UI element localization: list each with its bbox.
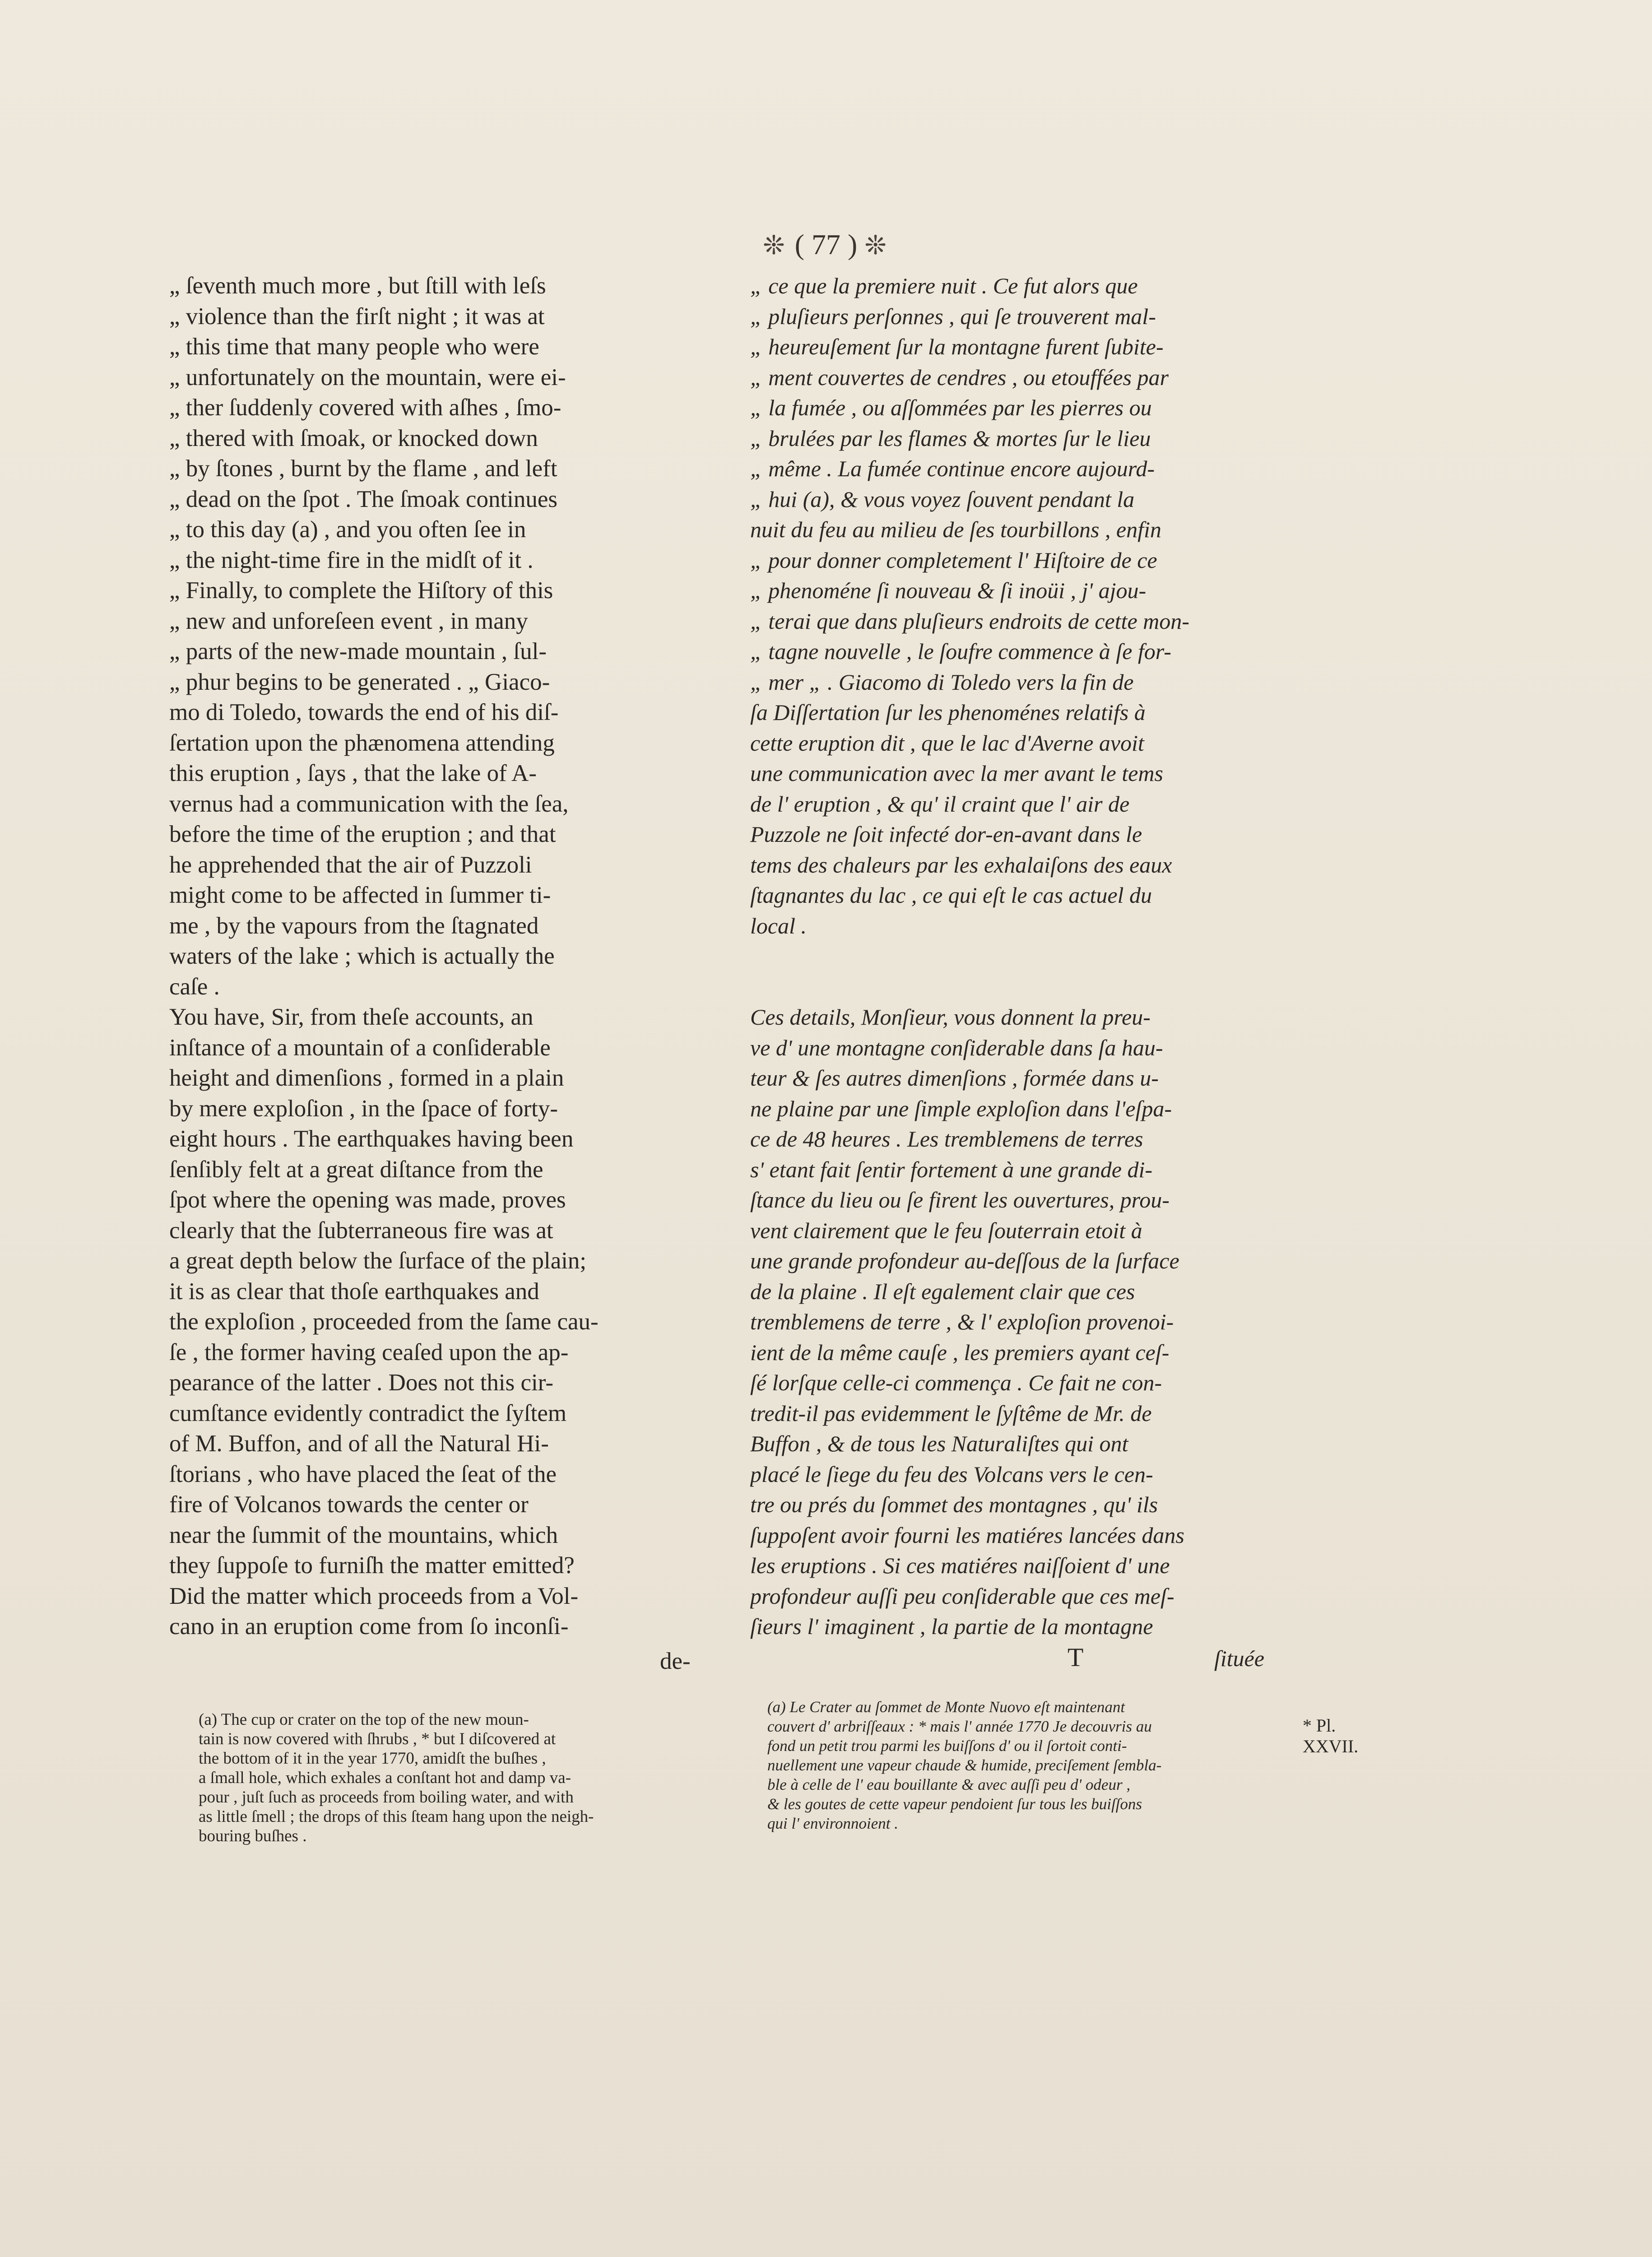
french-text-line: ſieurs l' imaginent , la partie de la montagne bbox=[750, 1614, 1153, 1639]
english-text-line: ſe , the former having ceaſed upon the ap- bbox=[169, 1339, 569, 1365]
left-ornament: ❊ bbox=[763, 231, 788, 260]
english-footnote-line: as little ſmell ; the drops of this ſteam hang upon the neigh- bbox=[199, 1807, 594, 1826]
margin-note-line: * Pl. bbox=[1303, 1715, 1336, 1736]
english-text-line: clearly that the ſubterraneous fire was at bbox=[169, 1217, 553, 1244]
english-footnote-line: tain is now covered with ſhrubs , * but I diſcovered at bbox=[199, 1730, 556, 1748]
french-text-line: „ pour donner completement l' Hiſtoire de ce bbox=[750, 547, 1157, 573]
english-text-line: „ unfortunately on the mountain, were ei- bbox=[169, 364, 566, 390]
english-text-line: „ ſeventh much more , but ſtill with leſs bbox=[169, 273, 546, 299]
french-text-line: „ mer „ . Giacomo di Toledo vers la fin de bbox=[750, 669, 1134, 695]
english-text-line: ſpot where the opening was made, proves bbox=[169, 1187, 566, 1213]
french-text-line: une grande profondeur au-deſſous de la ſurface bbox=[750, 1248, 1179, 1273]
english-text-line: „ by ſtones , burnt by the flame , and left bbox=[169, 455, 557, 482]
english-column bbox=[169, 271, 691, 1642]
french-text-line: les eruptions . Si ces matiéres naiſſoient d' une bbox=[750, 1553, 1170, 1578]
french-text-line: cette eruption dit , que le lac d'Averne avoit bbox=[750, 730, 1144, 756]
english-catchword: de- bbox=[660, 1648, 691, 1674]
english-text-line: eight hours . The earthquakes having been bbox=[169, 1126, 574, 1152]
french-text-line: ſé lorſque celle-ci commença . Ce fait ne con- bbox=[750, 1370, 1162, 1395]
english-text-line: height and dimenſions , formed in a plain bbox=[169, 1065, 564, 1091]
english-text-line: „ ther ſuddenly covered with aſhes , ſmo- bbox=[169, 395, 561, 421]
french-text-line: de l' eruption , & qu' il craint que l' air de bbox=[750, 791, 1130, 817]
english-text-line: a great depth below the ſurface of the plain; bbox=[169, 1248, 587, 1274]
french-text-line: placé le ſiege du feu des Volcans vers le cen- bbox=[750, 1461, 1153, 1487]
french-text-line: s' etant fait ſentir fortement à une grande di- bbox=[750, 1156, 1153, 1182]
english-text-line: „ new and unforeſeen event , in many bbox=[169, 608, 528, 634]
english-text-line: might come to be affected in ſummer ti- bbox=[169, 882, 551, 908]
french-footnote-line: (a) Le Crater au ſommet de Monte Nuovo eſt maintenant bbox=[767, 1698, 1125, 1716]
french-text-line: „ pluſieurs perſonnes , qui ſe trouverent mal- bbox=[750, 303, 1156, 329]
french-text-line: ſuppoſent avoir fourni les matiéres lancées dans bbox=[750, 1522, 1184, 1548]
english-text-line: „ violence than the firſt night ; it was at bbox=[169, 303, 545, 330]
french-text-line: „ ce que la premiere nuit . Ce fut alors que bbox=[750, 273, 1138, 298]
english-text-line: „ Finally, to complete the Hiſtory of this bbox=[169, 577, 553, 604]
english-text-line: by mere exploſion , in the ſpace of forty- bbox=[169, 1095, 558, 1122]
english-text-line: he apprehended that the air of Puzzoli bbox=[169, 851, 532, 878]
french-catchword: ſituée bbox=[1214, 1646, 1265, 1671]
english-text-line: near the ſummit of the mountains, which bbox=[169, 1522, 558, 1548]
french-text-line: teur & ſes autres dimenſions , formée dans u- bbox=[750, 1065, 1159, 1091]
french-text-line: Ces details, Monſieur, vous donnent la preu- bbox=[750, 1004, 1151, 1030]
english-text-line: Did the matter which proceeds from a Vol- bbox=[169, 1583, 579, 1609]
french-text-line: ve d' une montagne conſiderable dans ſa hau- bbox=[750, 1035, 1163, 1060]
english-text-line: cumſtance evidently contradict the ſyſtem bbox=[169, 1400, 567, 1426]
french-text-line: ſa Diſſertation ſur les phenoménes relatifs à bbox=[750, 700, 1146, 725]
english-text-line: „ the night-time fire in the midſt of it . bbox=[169, 547, 534, 573]
french-footnote-line: couvert d' arbriſſeaux : * mais l' année 1770 Je decouvris au bbox=[767, 1718, 1152, 1735]
english-footnote-line: a ſmall hole, which exhales a conſtant hot and damp va- bbox=[199, 1769, 571, 1787]
english-text-line: You have, Sir, from theſe accounts, an bbox=[169, 1004, 534, 1030]
french-text-line: ſtance du lieu ou ſe firent les ouvertures, prou- bbox=[750, 1187, 1169, 1212]
english-footnote-line: bouring buſhes . bbox=[199, 1827, 307, 1845]
english-text-line: caſe . bbox=[169, 973, 220, 1000]
french-text-line: Puzzole ne ſoit infecté dor-en-avant dans le bbox=[750, 822, 1142, 847]
french-text-line bbox=[750, 972, 1276, 1003]
french-footnote-line: nuellement une vapeur chaude & humide, preciſement ſembla- bbox=[767, 1756, 1162, 1774]
english-text-line: waters of the lake ; which is actually the bbox=[169, 943, 555, 969]
french-footnote-line: ble à celle de l' eau bouillante & avec auſſi peu d' odeur , bbox=[767, 1776, 1131, 1793]
english-text-line: pearance of the latter . Does not this cir- bbox=[169, 1370, 554, 1396]
french-text-line: „ phenoméne ſi nouveau & ſi inoüi , j' ajou- bbox=[750, 578, 1146, 603]
french-text-line: „ ment couvertes de cendres , ou etouffées par bbox=[750, 364, 1169, 390]
french-text-line bbox=[750, 941, 1276, 972]
french-text-line: de la plaine . Il eſt egalement clair que ces bbox=[750, 1278, 1135, 1304]
french-footnote-line: qui l' environnoient . bbox=[767, 1815, 899, 1832]
french-text-line: profondeur auſſi peu conſiderable que ces meſ- bbox=[750, 1583, 1174, 1609]
french-footnote-line: & les goutes de cette vapeur pendoient ſur tous les buiſſons bbox=[767, 1795, 1142, 1813]
french-text-line: „ terai que dans pluſieurs endroits de cette mon- bbox=[750, 608, 1190, 634]
french-text-line: „ tagne nouvelle , le ſoufre commence à ſe for- bbox=[750, 639, 1171, 664]
french-text-line: tremblemens de terre , & l' exploſion provenoi- bbox=[750, 1309, 1174, 1334]
page-number: ( 77 ) bbox=[794, 228, 858, 260]
english-text-line: me , by the vapours from the ſtagnated bbox=[169, 912, 539, 939]
french-text-line: tre ou prés du ſommet des montagnes , qu' ils bbox=[750, 1492, 1158, 1517]
english-text-line: ſertation upon the phænomena attending bbox=[169, 729, 555, 756]
french-text-line: ſtagnantes du lac , ce qui eſt le cas actuel du bbox=[750, 882, 1152, 908]
english-text-line: mo di Toledo, towards the end of his diſ- bbox=[169, 699, 559, 725]
english-text-line: this eruption , ſays , that the lake of A- bbox=[169, 760, 537, 786]
french-footnote bbox=[767, 1697, 1282, 1833]
english-text-line: „ parts of the new-made mountain , ſul- bbox=[169, 638, 547, 664]
french-footnote-line: fond un petit trou parmi les buiſſons d' ou il ſortoit conti- bbox=[767, 1737, 1127, 1755]
english-text-line: vernus had a communication with the ſea, bbox=[169, 790, 569, 817]
english-text-line: the exploſion , proceeded from the ſame cau- bbox=[169, 1309, 599, 1335]
french-text-line: „ heureuſement ſur la montagne furent ſubite- bbox=[750, 334, 1164, 359]
french-text-line: ce de 48 heures . Les tremblemens de terres bbox=[750, 1126, 1143, 1152]
english-text-line: „ dead on the ſpot . The ſmoak continues bbox=[169, 486, 558, 512]
english-footnote-line: the bottom of it in the year 1770, amidſt the buſhes , bbox=[199, 1749, 546, 1768]
french-text-line: „ hui (a), & vous voyez ſouvent pendant la bbox=[750, 486, 1135, 512]
english-text-line: „ this time that many people who were bbox=[169, 334, 539, 360]
margin-note-line: XXVII. bbox=[1303, 1736, 1359, 1756]
right-ornament: ❊ bbox=[864, 231, 889, 260]
english-text-line: „ thered with ſmoak, or knocked down bbox=[169, 425, 538, 451]
french-text-line: tredit-il pas evidemment le ſyſtême de Mr. de bbox=[750, 1400, 1152, 1426]
signature-mark: T bbox=[1067, 1643, 1084, 1672]
english-footnote bbox=[199, 1710, 704, 1846]
english-text-line: ſtorians , who have placed the ſeat of the bbox=[169, 1461, 557, 1487]
french-text-line: „ même . La fumée continue encore aujourd- bbox=[750, 456, 1155, 481]
page-number-header bbox=[0, 228, 1652, 261]
english-footnote-line: (a) The cup or crater on the top of the new moun- bbox=[199, 1710, 529, 1729]
french-text-line: une communication avec la mer avant le tems bbox=[750, 761, 1164, 786]
english-text-line: inſtance of a mountain of a conſiderable bbox=[169, 1034, 551, 1061]
english-text-line: „ phur begins to be generated . „ Giaco- bbox=[169, 669, 550, 695]
english-text-line: it is as clear that thoſe earthquakes and bbox=[169, 1278, 539, 1305]
english-text-line: fire of Volcanos towards the center or bbox=[169, 1491, 529, 1518]
french-text-line: „ la fumée , ou aſſommées par les pierres ou bbox=[750, 395, 1152, 420]
english-text-line: before the time of the eruption ; and that bbox=[169, 821, 556, 847]
english-text-line: „ to this day (a) , and you often ſee in bbox=[169, 516, 526, 543]
english-text-line: ſenſibly felt at a great diſtance from the bbox=[169, 1156, 543, 1183]
french-text-line: „ brulées par les flames & mortes ſur le lieu bbox=[750, 425, 1151, 451]
english-text-line: cano in an eruption come from ſo inconſi- bbox=[169, 1613, 569, 1639]
french-column bbox=[750, 271, 1276, 1642]
english-footnote-line: pour , juſt ſuch as proceeds from boiling water, and with bbox=[199, 1788, 574, 1807]
french-text-line: Buffon , & de tous les Naturaliſtes qui ont bbox=[750, 1431, 1128, 1456]
english-text-line: they ſuppoſe to furniſh the matter emitted? bbox=[169, 1552, 575, 1579]
french-text-line: vent clairement que le feu ſouterrain etoit à bbox=[750, 1217, 1142, 1243]
french-text-line: ne plaine par une ſimple exploſion dans l'eſpa- bbox=[750, 1096, 1172, 1121]
english-text-line: of M. Buffon, and of all the Natural Hi- bbox=[169, 1430, 549, 1457]
plate-reference-note bbox=[1303, 1715, 1370, 1757]
french-text-line: tems des chaleurs par les exhalaiſons des eaux bbox=[750, 852, 1172, 878]
french-text-line: nuit du feu au milieu de ſes tourbillons , enfin bbox=[750, 517, 1162, 542]
french-text-line: ient de la même cauſe , les premiers ayant ceſ- bbox=[750, 1339, 1169, 1365]
french-text-line: local . bbox=[750, 913, 807, 938]
